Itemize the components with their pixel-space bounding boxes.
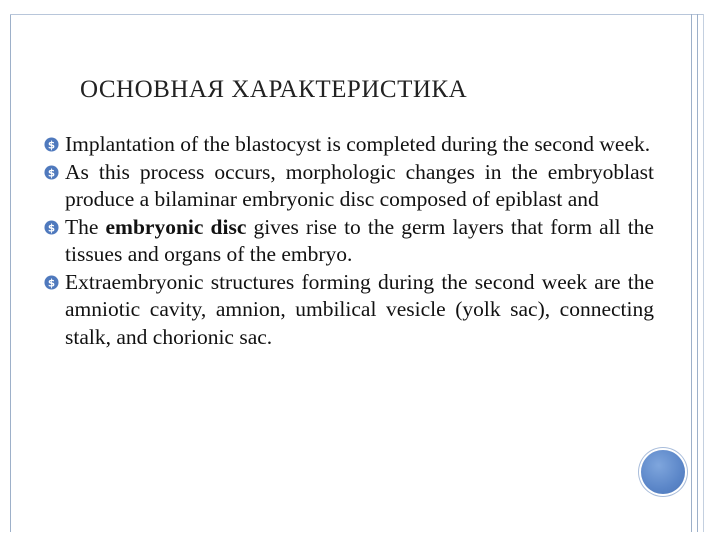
svg-text:$: $	[47, 221, 56, 234]
bullet-list	[44, 131, 654, 351]
bullet-text: Extraembryonic structures forming during the second week are the amniotic cavity, amnion, umbilical vesicle (yolk sac), connecting stalk, and chorionic sac.	[65, 269, 654, 349]
right-frame-line	[703, 14, 704, 532]
bullet-item	[44, 269, 654, 352]
left-frame-line	[10, 14, 11, 532]
dollar-bullet-icon	[44, 220, 59, 235]
decorative-circle	[641, 450, 685, 494]
right-frame-line	[691, 14, 692, 532]
svg-text:$: $	[47, 139, 56, 152]
bullet-text-pre: The	[65, 214, 106, 239]
dollar-bullet-icon	[44, 165, 59, 180]
dollar-bullet-icon	[44, 137, 59, 152]
bullet-item	[44, 131, 654, 159]
bullet-item	[44, 214, 654, 269]
bullet-text-post: gives rise to the germ layers that form all the tissues and organs of the embryo.	[65, 214, 654, 266]
dollar-bullet-icon	[44, 275, 59, 290]
bullet-text-bold: embryonic disc	[105, 214, 247, 239]
svg-text:$: $	[47, 276, 56, 289]
slide-title: ОСНОВНАЯ ХАРАКТЕРИСТИКА	[80, 76, 468, 103]
bullet-text: As this process occurs, morphologic changes in the embryoblast produce a bilaminar embryonic disc composed of epiblast and	[65, 159, 654, 211]
svg-text:$: $	[47, 166, 56, 179]
right-frame-line	[697, 14, 698, 532]
bullet-item	[44, 159, 654, 214]
bullet-text: Implantation of the blastocyst is completed during the second week.	[65, 132, 651, 156]
top-frame-line	[10, 14, 703, 15]
